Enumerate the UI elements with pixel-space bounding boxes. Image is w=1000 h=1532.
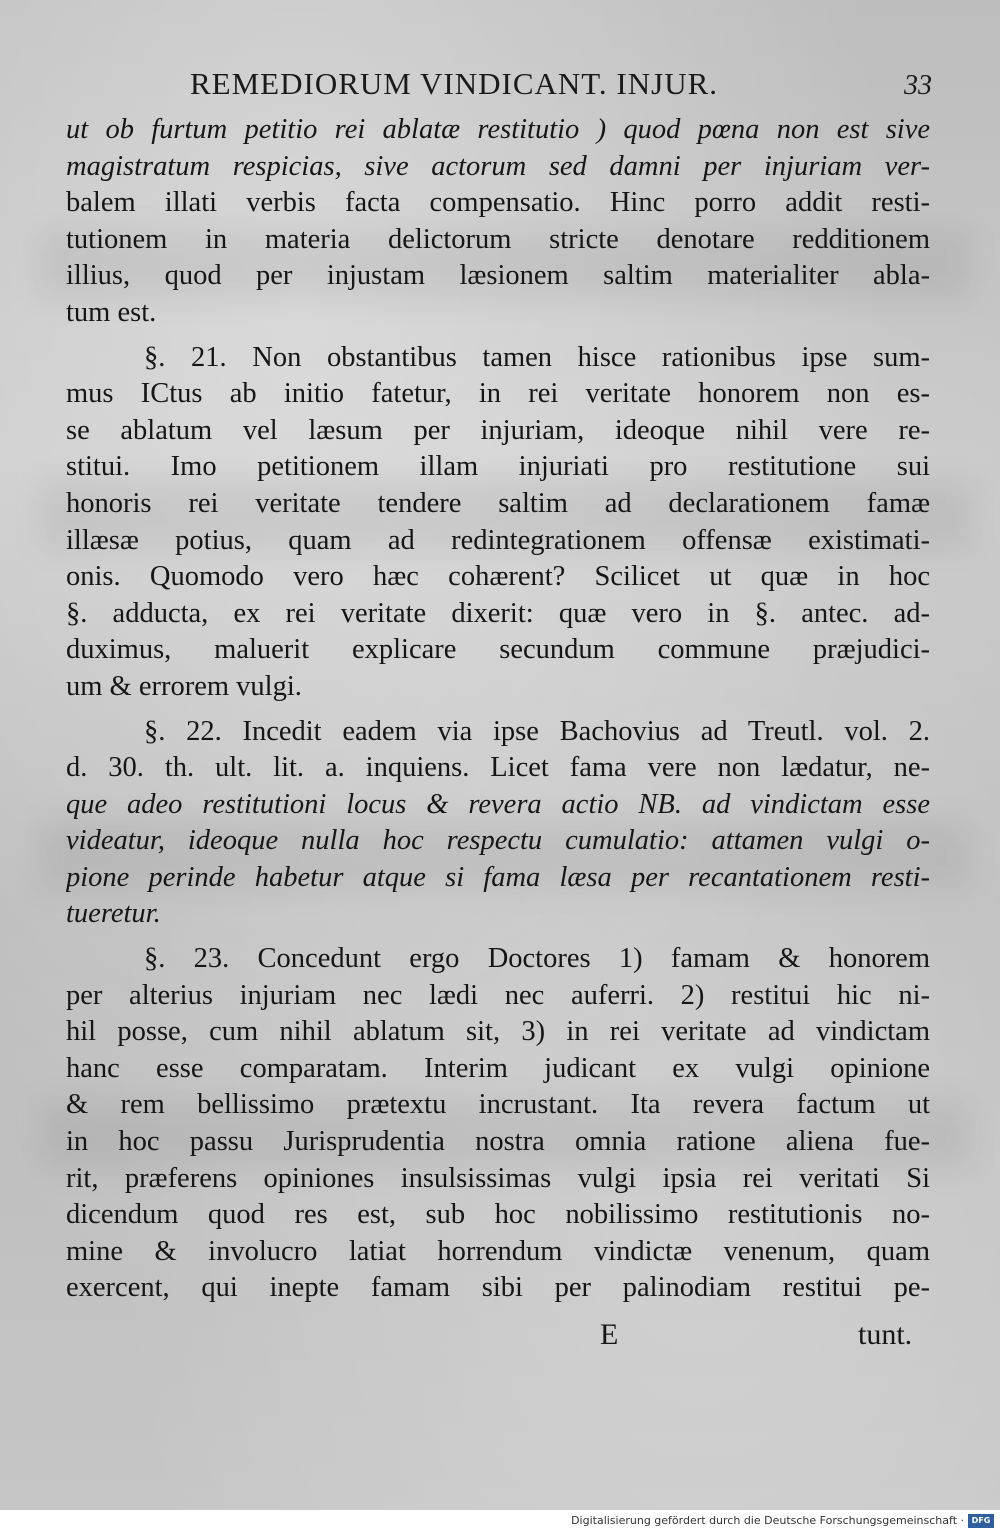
text-line: hanc esse comparatam. Interim judicant ex vulgi opinione [66,1052,930,1084]
text-line: hil posse, cum nihil ablatum sit, 3) in rei veritate ad vindictam [66,1016,930,1048]
text-line: onis. Quomodo vero hæc cohærent? Scilicet ut quæ in hoc [66,561,930,593]
text-line: um & errorem vulgi. [66,670,302,702]
text-line: §. 22. Incedit eadem via ipse Bachovius ad Treutl. vol. 2. [144,715,930,747]
text-line: pione perinde habetur atque si fama læsa per recantationem resti- [66,861,930,893]
text-line: videatur, ideoque nulla hoc respectu cumulatio: attamen vulgi o- [66,825,930,857]
text-line: balem illati verbis facta compensatio. Hinc porro addit resti- [66,187,930,219]
signature-mark: E [600,1318,619,1351]
text-line: illæsæ potius, quam ad redintegrationem offensæ existimati- [66,524,930,556]
text-line: ut ob furtum petitio rei ablatæ restitutio ) quod pœna non est sive [66,114,930,145]
page-number: 33 [904,70,932,101]
running-header [190,66,950,110]
catchword: tunt. [858,1318,913,1351]
text-line: se ablatum vel læsum per injuriam, ideoque nihil vere re- [66,414,930,446]
text-line: rit, præferens opiniones insulsissimas vulgi ipsia rei veritati Si [66,1162,930,1194]
paragraph-gap [66,706,930,714]
text-line: magistratum respicias, sive actorum sed damni per injuriam ver- [66,150,930,182]
funding-credit: Digitalisierung gefördert durch die Deutsche Forschungsgemeinschaft · [571,1514,964,1527]
text-line: exercent, qui inepte famam sibi per palinodiam restitui pe- [66,1272,930,1304]
text-line: que adeo restitutioni locus & revera actio NB. ad vindictam esse [66,788,930,820]
text-line: §. 23. Concedunt ergo Doctores 1) famam & honorem [144,943,930,975]
text-line: §. adducta, ex rei veritate dixerit: quæ vero in §. antec. ad- [66,597,930,629]
text-line: mus ICtus ab initio fatetur, in rei veritate honorem non es- [66,378,930,410]
text-line: tum est. [66,296,157,328]
text-line: & rem bellissimo prætextu incrustant. Ita revera factum ut [66,1089,930,1121]
text-line: mine & involucro latiat horrendum vindictæ venenum, quam [66,1235,930,1267]
text-line: d. 30. th. ult. lit. a. inquiens. Licet fama vere non lædatur, ne- [66,752,930,784]
text-line: per alterius injuriam nec lædi nec auferri. 2) restitui hic ni- [66,979,930,1011]
digitization-footer [0,1510,1000,1532]
text-line: tutionem in materia delictorum stricte denotare redditionem [66,223,930,255]
text-line: honoris rei veritate tendere saltim ad declarationem famæ [66,487,930,519]
text-line: §. 21. Non obstantibus tamen hisce rationibus ipse sum- [144,341,930,373]
paragraph-gap [66,332,930,340]
text-line: stitui. Imo petitionem illam injuriati pro restitutione sui [66,451,930,483]
text-line: dicendum quod res est, sub hoc nobilissimo restitutionis no- [66,1199,930,1231]
dfg-logo: DFG [968,1514,994,1528]
text-line: duximus, maluerit explicare secundum commune præjudici- [66,634,930,666]
text-line: in hoc passu Jurisprudentia nostra omnia ratione aliena fue- [66,1126,930,1158]
text-line: illius, quod per injustam læsionem saltim materialiter abla- [66,260,930,292]
body-text [66,112,930,1307]
paragraph-gap [66,933,930,941]
running-title: REMEDIORUM VINDICANT. INJUR. [190,66,719,101]
text-line: tueretur. [66,898,161,930]
